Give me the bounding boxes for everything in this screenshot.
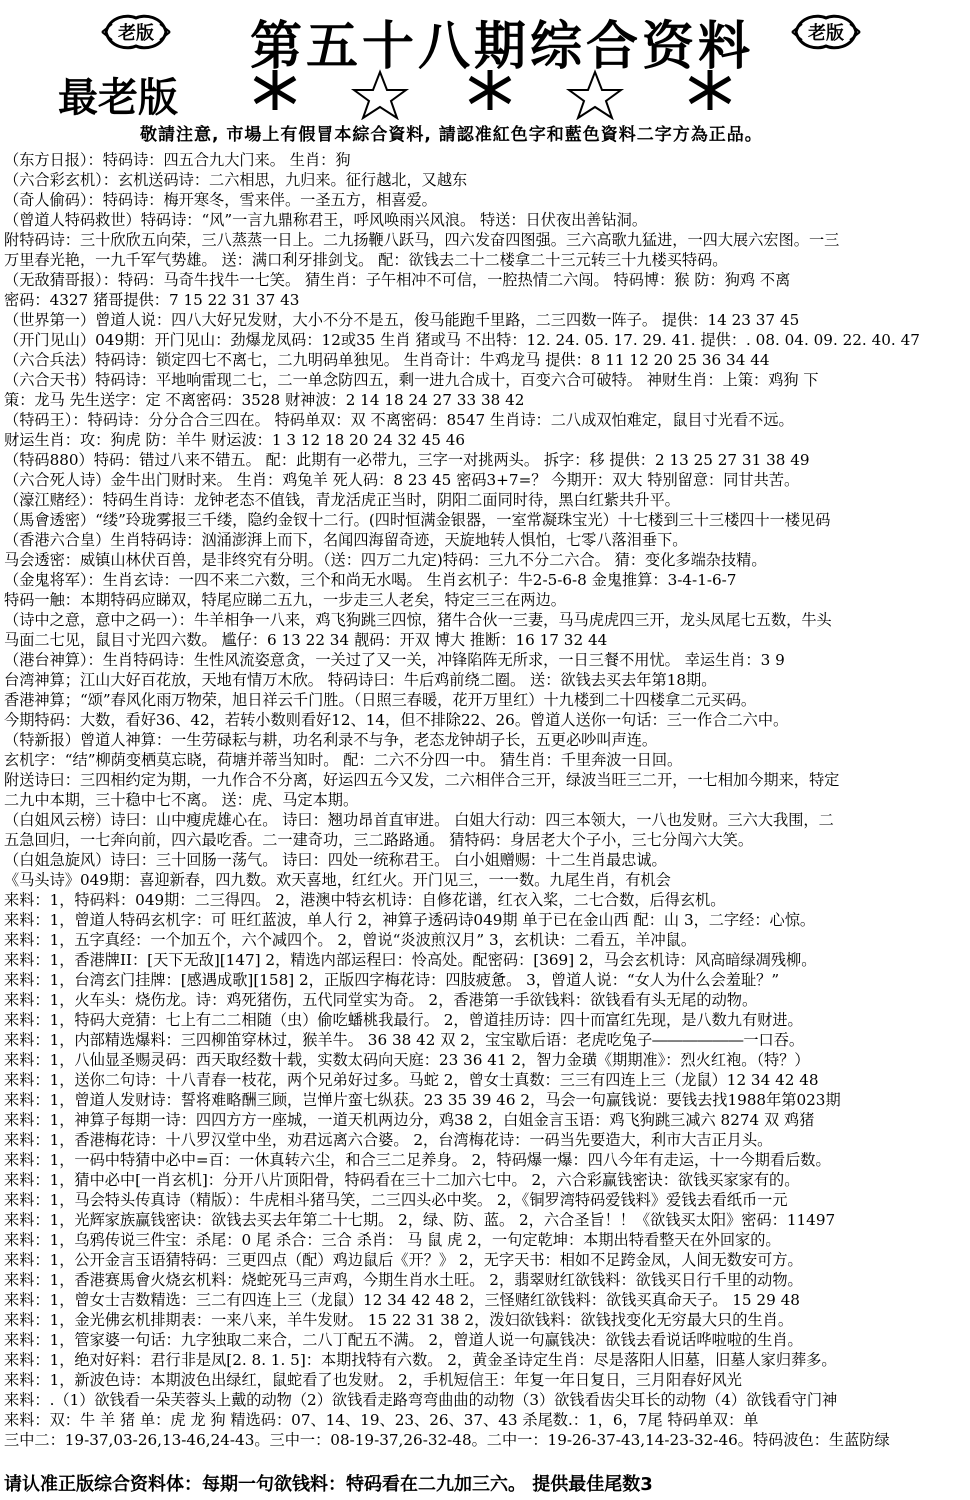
text-line: 特码一触：本期特码应睇双，特尾应睇二五九，一步走三人老矣，特定三三在两边。	[4, 591, 566, 609]
badge-right-icon	[790, 12, 862, 52]
text-line: 来料：1，五字真经：一个加五个，六个减四个。 2，曾说“炎波煎汉月” 3，玄机诀：二看五，羊冲鼠。	[4, 931, 697, 949]
star-outline-icon	[569, 72, 621, 118]
text-line: 财运生肖：攻：狗虎 防：羊牛 财运波：1 3 12 18 20 24 32 45 46	[4, 431, 466, 449]
text-line: （六合彩玄机）：玄机送码诗：二六相思，九归来。征行越北，又越东	[4, 171, 468, 189]
text-line: （东方日报）：特码诗：四五合九大门来。 生肖：狗	[4, 151, 351, 169]
text-line: 《马头诗》049期：喜迎新春，四九数。欢天喜地，红红火。开门见三，一一数。九尾生肖，有机会	[4, 871, 671, 889]
text-line: （六合死人诗）金牛出门财时来。 生肖：鸡兔羊 死人码：8 23 45 密码3+7=？ 今期开：双大 特别留意：同甘共苦。	[4, 471, 800, 489]
text-line: 密码：4327 猪哥提供：7 15 22 31 37 43	[4, 291, 300, 309]
text-line: 香港神算；“颂”春风化雨万物荣，旭日祥云千门胜。（日照三春暖，花开万里红）十九楼到二十四楼拿二元买码。	[4, 691, 757, 709]
text-line: （香港六合皇）生肖特码诗：汹涌澎湃上而下，名闻四海留奇迹，天旋地转人惧怕，七零八落泪垂下。	[4, 531, 688, 549]
text-line: 台湾神算；江山大好百花放，天地有情万木欣。 特码诗曰：牛后鸡前绕二圈。 送：欲钱去买去年第18期。	[4, 671, 717, 689]
text-line: （世界第一）曾道人说：四八大好兄发财，大小不分不是五，俊马能跑千里路，二三四数一阵子。 提供：14 23 37 45	[4, 311, 800, 329]
text-line: 来料：1，香港梅花诗：十八罗汉堂中坐，劝君远离六合婆。 2，台湾梅花诗：一码当先要造大，利市大吉正月头。	[4, 1131, 773, 1149]
text-line: （无敌猜哥报）：特码：马奇牛找牛一七笑。 猜生肖：子午相冲不可信，一腔热情二六闯。 特码博：猴 防：狗鸡 不离	[4, 271, 791, 289]
text-line: 玄机字：“结”柳荫变栖莫忘晓，荷塘并蒂当知时。 配：二六不分四一中。 猜生肖：千里奔波一日回。	[4, 751, 683, 769]
text-line: （白姐风云榜）诗曰：山中瘦虎雄心在。 诗曰：翘功昂首直审进。 白姐大行动：四三本领大，一八也发财。三六大我围，二	[4, 811, 834, 829]
text-line: 来料：1，香港牌II：[天下无敌][147] 2，精选内部运程曰：怜高处。配密码：[369] 2，马会玄机诗：风高暗绿凋残柳。	[4, 951, 817, 969]
text-line: 今期特码：大数，看好36、42，若转小数则看好12、14，但不排除22、26。曾道人送你一句话：三一作合二六中。	[4, 711, 789, 729]
asterisk-icon	[255, 70, 295, 110]
text-line: （诗中之意，意中之码一）：牛羊相争一八来，鸡飞狗跳三四惊，猪牛合伙一三妻，马马虎虎四三开，龙头凤尾七五数，牛头	[4, 611, 832, 629]
content-body	[0, 150, 970, 1450]
text-line: （馬會透密）“缕”玲珑雾报三千缕，隐约金钗十二行。(四时恒满金银器，一室常凝珠宝光）十七楼到三十三楼四十一楼见码	[4, 511, 831, 529]
text-line: 来料：1，特码料：049期：二三得四。 2，港澳中特玄机诗：自修花谱，红衣入桨，二七合数，后得玄机。	[4, 891, 726, 909]
text-line: 来料：1，火车头：烧伤龙。诗：鸡死猪伤，五代同堂实为奇。 2，香港第一手欲钱料：欲钱看有头无尾的动物。	[4, 991, 758, 1009]
text-line: 来料：1，管家婆一句话：九字独取二来合，二八丁配五不满。 2，曾道人说一句赢钱决：欲钱去看说话哗啦啦的生肖。	[4, 1331, 803, 1349]
header	[0, 0, 970, 145]
star-outline-icon	[354, 72, 406, 118]
text-line: 来料：1，特码大竞猜：七上有二二相随（虫）偷吃蟠桃我最行。 2，曾道挂历诗：四十而富红先现，是八数九有财进。	[4, 1011, 803, 1029]
text-line: 附送诗曰：三四相约定为期，一九作合不分离，好运四五今又发，二六相伴合三开，绿波当旺三二开，一七相加今期来，特定	[4, 771, 840, 789]
badge-left-icon	[100, 12, 172, 52]
text-line: （曾道人特码救世）特码诗：“风”一言九鼎称君王，呼风唤雨兴风浪。 特送：日伏夜出善钻洞。	[4, 211, 648, 229]
text-line: 来料：1，乌鸦传说三件宝：杀尾：0 尾 杀合：三合 杀肖： 马 鼠 虎 2，一句定乾坤：本期出特看整天在外回家的。	[4, 1231, 781, 1249]
text-line: 来料：1，曾道人特码玄机字：可 旺红蓝波，单人行 2，神算子透码诗049期 单于已在金山西 配：山 3，二字经：心惊。	[4, 911, 816, 929]
text-line: 来料：1，光辉家族赢钱密诀：欲钱去买去年第二十七期。 2，绿、防、蓝。 2，六合圣旨！！《欲钱买太阳》密码：11497	[4, 1211, 836, 1229]
text-line: （白姐急旋风）诗曰：三十回肠一荡气。 诗曰：四处一统称君王。 白小姐赠赐：十二生肖最忠诚。	[4, 851, 667, 869]
text-line: 来料：1，曾女士吉数精选：三二有四连上三（龙鼠）12 34 42 48 2，三怪赌红欲钱料：欲钱买真命天子。 15 29 48	[4, 1291, 800, 1309]
text-line: 来料：.（1）欲钱看一朵芙蓉头上戴的动物（2）欲钱看走路弯弯曲曲的动物（3）欲钱看齿尖耳长的动物（4）欲钱看守门神	[4, 1391, 838, 1409]
text-line: 来料：1，台湾玄门挂牌：[感遇成歌][158] 2，正版四字梅花诗：四肢疲惫。 3，曾道人说：“女人为什么会羞耻？”	[4, 971, 780, 989]
text-line: 马面二七见，鼠目寸光四六数。 尴仔：6 13 22 34 靓码：开双 博大 推断：16 17 32 44	[4, 631, 608, 649]
version-label: 最老版	[58, 75, 178, 121]
decorative-stars	[240, 60, 740, 120]
text-line: （港台神算）：生肖特码诗：生性风流姿意贪，一关过了又一关，冲锋陷阵无所求，一日三餐不用忧。 幸运生肖：3 9	[4, 651, 785, 669]
text-line: （六合天书）特码诗：平地响雷现二七，二一单念防四五，剩一进九合成十，百变六合可破特。 神财生肖：上策：鸡狗 下	[4, 371, 819, 389]
asterisk-icon	[470, 70, 510, 110]
text-line: 来料：1，曾道人发财诗：誓将难略酬三顾，岂惮片蛮七纵获。23 35 39 46 2，马会一句赢钱说：要钱去找1988年第023期	[4, 1091, 841, 1109]
page-title: 第五十八期综合资料	[250, 17, 755, 77]
text-line: 五急回归，一七奔向前，四六最吃香。二一建奇功，三二路路通。 猜特码：身居老大个子小，三七分闯六大笑。	[4, 831, 754, 849]
text-line: 来料：1，猜中必中[一肖玄机]：分开八片顶阳骨，特码看在三十二加六七中。 2，六合彩赢钱密诀：欲钱买家家有的。	[4, 1171, 800, 1189]
text-line: 三中二：19-37,03-26,13-46,24-43。三中一：08-19-37,26-32-48。二中一：19-26-37-43,14-23-32-46。特码波色：生蓝防绿	[4, 1431, 890, 1449]
text-line: （特码王）：特码诗：分分合合三四在。 特码单双：双 不离密码：8547 生肖诗：二八成双怕难定，鼠目寸光看不远。	[4, 411, 794, 429]
text-line: 二九中本期，三十稳中七不离。 送：虎、马定本期。	[4, 791, 359, 809]
text-line: 来料：1，八仙显圣赐灵码：西天取经数十载，实数太码向天庭：23 36 41 2，智力金璜《期期准》：烈火红袍。（特？）	[4, 1051, 810, 1069]
text-line: 来料：1，一码中特猜中必中=百：一休真转六尘，和合三二足养身。 2，特码爆一爆：四八今年有走运，十一今期看后数。	[4, 1151, 831, 1169]
text-line: 万里春光艳，一九千军气势雄。 送：满口利牙排剑戈。 配：欲钱去二十二楼拿二十三元转三十九楼买特码。	[4, 251, 728, 269]
text-line: 来料：1，绝对好料：君行非是凤[2. 8. 1. 5]：本期找特有六数。 2，黄金圣诗定生肖：尽是落阳人旧墓，旧墓人家归葬多。	[4, 1351, 837, 1369]
asterisk-icon	[690, 70, 730, 110]
footer-slogan: 请认准正版综合资料体：每期一句欲钱料：特码看在二九加三六。 提供最佳尾数3	[4, 1474, 653, 1495]
text-line: 马会透密：威镇山林伏百兽，是非终究有分明。（送：四万二九定)特码：三九不分二六合。 猜：变化多端杂技精。	[4, 551, 767, 569]
text-line: （金鬼将军）：生肖玄诗：一四不来二六数，三个和尚无水喝。 生肖玄机子：牛2-5-6-8 金鬼推算：3-4-1-6-7	[4, 571, 737, 589]
text-line: 来料：双：牛 羊 猪 单：虎 龙 狗 精选码：07、14、19、23、26、37、43 杀尾数.：1，6，7尾 特码单双：单	[4, 1411, 759, 1429]
text-line: 来料：1，送你二句诗：十八青春一枝花，两个兄弟好过多。马蛇 2，曾女士真数：三三有四连上三（龙鼠）12 34 42 48	[4, 1071, 819, 1089]
text-line: 附特码诗：三十欣欣五向荣，三八蒸蒸一日上。二九扬鞭八跃马，四六发奋四图强。三六高歌九猛进，一四大展六宏图。一三	[4, 231, 840, 249]
text-line: （六合兵法）特码诗：锁定四七不离七，二九明码单独见。 生肖奇计：牛鸡龙马 提供：8 11 12 20 25 36 34 44	[4, 351, 770, 369]
badge-left-text: 老版	[118, 23, 154, 44]
text-line: 来料：1，金光佛玄机排期表：一来八来，羊牛发财。 15 22 31 38 2，泼妇欲钱料：欲钱找变化无穷最大只的生肖。	[4, 1311, 794, 1329]
authenticity-notice: 敬請注意, 市場上有假冒本綜合資料, 請認准紅色字和藍色資料二字方為正品。	[140, 125, 763, 145]
text-line: 来料：1，新波色诗：本期波色出绿红，鼠蛇看了也发财。 2，手机短信王：年复一年日复日，三月阳春好风光	[4, 1371, 742, 1389]
text-line: 来料：1，香港赛馬會火烧玄机料：烧蛇死马三声鸡，今期生肖水土旺。 2，翡翠财红欲钱料：欲钱买日行千里的动物。	[4, 1271, 803, 1289]
text-line: 来料：1，公开金言玉语猜特码：三更四点（配）鸡边鼠后《开？》 2，无字天书：相如不足跨金凤，人间无数安可方。	[4, 1251, 803, 1269]
text-line: 策：龙马 先生送字：定 不离密码：3528 财神波：2 14 18 24 27 33 38 42	[4, 391, 525, 409]
text-line: （特新报）曾道人神算：一生劳碌耘与耕，功名利录不与争，老态龙钟胡子长，五更必吵叫声连。	[4, 731, 658, 749]
text-line: （奇人偷码）：特码诗：梅开寒冬，雪来伴。一圣五方，相喜爱。	[4, 191, 437, 209]
text-line: 来料：1，内部精选爆料：三四柳笛穿林过，猴羊牛。 36 38 42 双 2，宝宝歇后语：老虎吃兔子――――――一口吞。	[4, 1031, 805, 1049]
badge-right-text: 老版	[808, 23, 844, 44]
text-line: 来料：1，马会特头传真诗（精版）：牛虎相斗猪马笑，二三四头必中奖。 2，《铜罗湾特码爱钱料》爱钱去看纸币一元	[4, 1191, 788, 1209]
text-line: （濠江赌经）：特码生肖诗：龙钟老态不值钱，青龙活虎正当时，阴阳二面同时待，黑白红紫共升平。	[4, 491, 680, 509]
text-line: 来料：1，神算子每期一诗：四四方方一座城，一道天机两边分，鸡38 2，白姐金言玉语：鸡飞狗跳三减六 8274 双 鸡猪	[4, 1111, 815, 1129]
text-line: （开门见山）049期：开门见山：劲爆龙凤码：12或35 生肖 猪或马 不出特：12. 24. 05. 17. 29. 41. 提供：. 08. 04. 09. 22. 40. 47	[4, 331, 920, 349]
text-line: （特码880）特码：错过八来不错五。 配：此期有一必带九，三字一对挑两头。 拆字：移 提供：2 13 25 27 31 38 49	[4, 451, 810, 469]
